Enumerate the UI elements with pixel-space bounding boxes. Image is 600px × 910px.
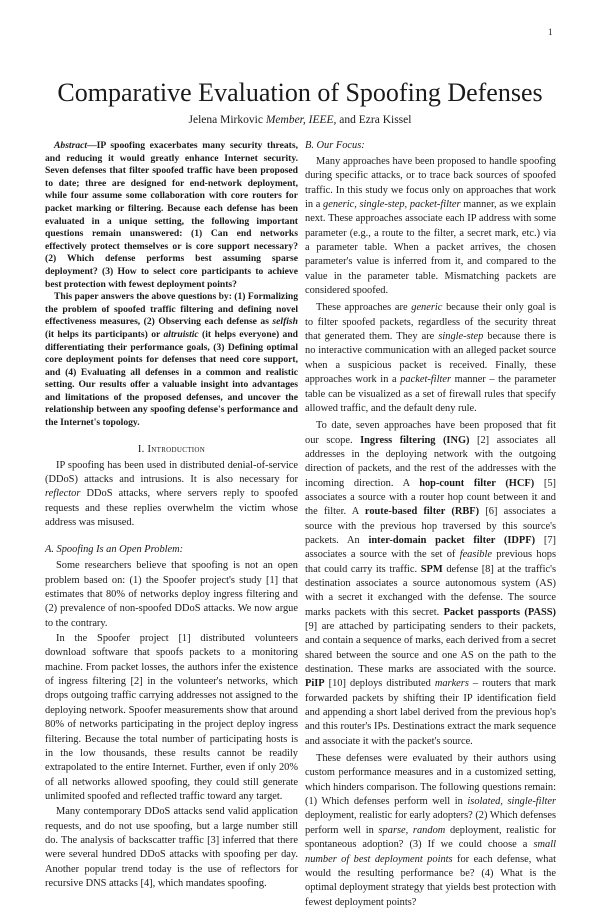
text-run: because there is no interactive communication with an alleged packet source when a suspicious packet is received. Finally, these approaches work in a <box>305 331 556 386</box>
subsection-heading-open-problem: A. Spoofing Is an Open Problem: <box>45 544 184 556</box>
text-run: [10] deploys distributed <box>324 678 435 690</box>
text-run: deployment, realistic for spontaneous adoption? (3) If we could choose a <box>305 824 556 851</box>
right-column <box>305 140 556 910</box>
bold-text-run: This paper answers the above questions by: (1) Formalizing the problem of spoofed traffic filtering and defining novel effectiveness measures, (2) Observing each defense as <box>45 291 298 328</box>
bold-text-run: selfish <box>272 316 298 328</box>
text-run: [5] associates a source with a router hop count between it and the filter. A <box>305 477 556 518</box>
body-paragraph <box>45 459 298 531</box>
author-name: Jelena Mirkovic <box>188 114 263 126</box>
bold-text-run: hop-count filter (HCF) <box>419 477 535 489</box>
body-paragraph <box>45 559 298 631</box>
text-run: defense [8] at the traffic's destination associates a source autonomous system (AS) with a secret it exchanged with the defense. The source marks packets with this secret. <box>305 563 556 618</box>
text-run: because their only goal is to filter spoofed packets, regardless of the security threat that generated them. They are <box>305 302 556 343</box>
text-run: manner, as we explain next. These approaches associate each IP address with some parameter (e.g., a route to the filter, a secret mark, etc.) via a parameter table. When a packet arrives, the chosen parameter's value is inferred from it, and compared to the value in the parameter table. Mismatching packets are considered spoofed. <box>305 199 556 297</box>
author-name: and Ezra Kissel <box>339 114 412 126</box>
text-run: Many approaches have been proposed to handle spoofing during specific attacks, or to trace back sources of spoofed traffic. In this study we focus only on approaches that work in a <box>305 156 556 211</box>
text-run: [6] associates a source with the previous hop traversed by this source's packets. An <box>305 506 557 546</box>
text-run: manner – the parameter table can be visualized as a set of firewall rules that specify allowed traffic, and the default deny rule. <box>305 374 557 414</box>
bold-text-run: —IP spoofing exacerbates many security threats, and reducing it would greatly enhance Internet security. Seven defenses that filter spoofed traffic have been proposed to date; three are designed for end-network deployment, while four assume some collaboration with core routers for packet marking or filtering. Because each defense has been evaluated in a unique setting, the following important questions remain unanswered: (1) Can end networks effectively protect themselves or is core support necessary? (2) Which defense performs best assuming sparse deployment? (3) How to select core participants to achieve best protection with fewest deployment points? <box>45 140 298 290</box>
bold-text-run: altruistic <box>163 328 199 340</box>
italic-text-run: packet-filter <box>409 199 461 211</box>
text-run: These defenses were evaluated by their authors using custom performance measures and in a customized setting, which hinders comparison. The following questions remain: (1) Which defenses perform well in <box>305 753 556 808</box>
italic-text-run: small number of best deployment points <box>305 839 556 865</box>
text-run: , <box>354 199 360 211</box>
text-run: [2] associates all addresses in the deploying network with the outgoing direction of packets, and the rest of the addresses with the incoming direction. A <box>305 434 557 489</box>
italic-text-run: markers <box>434 678 469 690</box>
italic-text-run: feasible <box>459 549 493 561</box>
italic-text-run: sparse, random <box>378 824 446 836</box>
bold-text-run: (it helps its participants) or <box>45 328 164 340</box>
body-paragraph <box>45 632 298 804</box>
body-paragraph <box>305 155 556 298</box>
section-heading-introduction: I. Introduction <box>137 443 206 455</box>
italic-text-run: packet-filter <box>400 374 451 386</box>
body-paragraph <box>305 419 556 749</box>
paper-title: Comparative Evaluation of Spoofing Defenses <box>57 78 543 107</box>
bold-text-run: Abstract <box>54 140 88 151</box>
italic-text-run: generic <box>323 199 355 211</box>
text-run: In the Spoofer project [1] distributed volunteers download software that spoofs packets to a monitoring machine. From packet losses, the authors infer the existence of ingress filtering [2] in the volunteer's networks, which drops outgoing traffic carrying addresses not assigned to the deploying network. Spoofer measurements show that around 80% of networks participating in the project deploy ingress filtering. Because the total number of participating hosts is in the low thousands, these results cannot be readily extrapolated to the entire Internet. Further, even if only 20% of all networks allowed spoofing, they could still generate unlimited spoofed and reflected traffic toward any target. <box>45 633 298 802</box>
abstract-paragraph <box>45 291 298 430</box>
text-run: Many contemporary DDoS attacks send valid application requests, and do not use spoofing, but a large number still do. The analysis of backscatter traffic [3] inferred that there were several hundred DDoS attacks with spoofing per day. Another popular trend today is the use of reflectors for recursive DNS attacks [4], which mandates spoofing. <box>45 806 298 889</box>
bold-text-run: route-based filter (RBF) <box>364 506 480 518</box>
author-affiliation: Member, IEEE, <box>265 114 337 126</box>
abstract <box>45 140 298 430</box>
text-run: IP spoofing has been used in distributed denial-of-service (DDoS) attacks and intrusions. It is also necessary for <box>45 459 298 485</box>
bold-text-run: Ingress filtering (ING) <box>360 434 470 446</box>
text-run: for each defense, what would the resulting performance be? (4) What is the optimal deployment strategy that yields best protection with fewest deployment points? <box>305 853 556 908</box>
bold-text-run: Packet passports (PASS) <box>443 606 556 618</box>
body-paragraph <box>45 805 298 891</box>
bold-text-run: (it helps everyone) and differentiating their performance goals, (3) Defining optimal core deployment points for defenses that need core support, and (4) Evaluating all defenses in a common and realistic setting. Our results offer a valuable insight into advantages and limitations of the proposed defenses, and uncover the relationship between any spoofing defense's performance and the Internet's topology. <box>45 328 298 429</box>
text-run: – routers that mark forwarded packets by shifting their IP identification field and appending a short label derived from the previous hop's and this router's IPs. Destinations extract the mark sequence and associate it with the packet's source. <box>305 678 556 747</box>
text-run: To date, seven approaches have been proposed that fit our scope. <box>305 420 556 446</box>
text-run: previous hops that could carry its traffic. <box>305 549 557 575</box>
italic-text-run: generic <box>411 302 443 314</box>
italic-text-run: isolated, single-filter <box>467 796 556 808</box>
text-run: These approaches are <box>316 302 412 314</box>
text-run: [7] associates a source with the set of <box>305 534 556 561</box>
body-paragraph <box>305 301 556 416</box>
bold-text-run: PiIP <box>305 678 325 690</box>
text-run: [9] are attached by participating senders to their packets, and contain a sequence of marks, each derived from a secret shared between the source and one AS on the path to the destination. These marks are associated with the source. <box>305 621 556 676</box>
page-number: 1 <box>548 27 553 37</box>
italic-text-run: single-step <box>438 331 484 343</box>
italic-text-run: reflector <box>45 488 81 500</box>
text-run: deployment, realistic for early adopters? (2) Which defenses perform well in <box>305 810 556 836</box>
bold-text-run: inter-domain packet filter (IDPF) <box>368 534 536 546</box>
authors <box>0 114 600 126</box>
bold-text-run: SPM <box>420 563 443 575</box>
text-run: DDoS attacks, where servers reply to spoofed requests and these replies overwhelm the victim whose address was misused. <box>45 488 298 529</box>
abstract-paragraph <box>45 140 298 291</box>
left-column <box>45 140 298 891</box>
text-run: Some researchers believe that spoofing is not an open problem based on: (1) the Spoofer project's study [1] that estimates that 80% of networks deploy ingress filtering and (2) prevalence of non-spoofed DDoS attacks. We now argue to the contrary. <box>45 560 298 629</box>
subsection-heading-our-focus: B. Our Focus: <box>305 140 365 151</box>
text-run: , <box>404 199 410 211</box>
italic-text-run: single-step <box>359 199 405 211</box>
